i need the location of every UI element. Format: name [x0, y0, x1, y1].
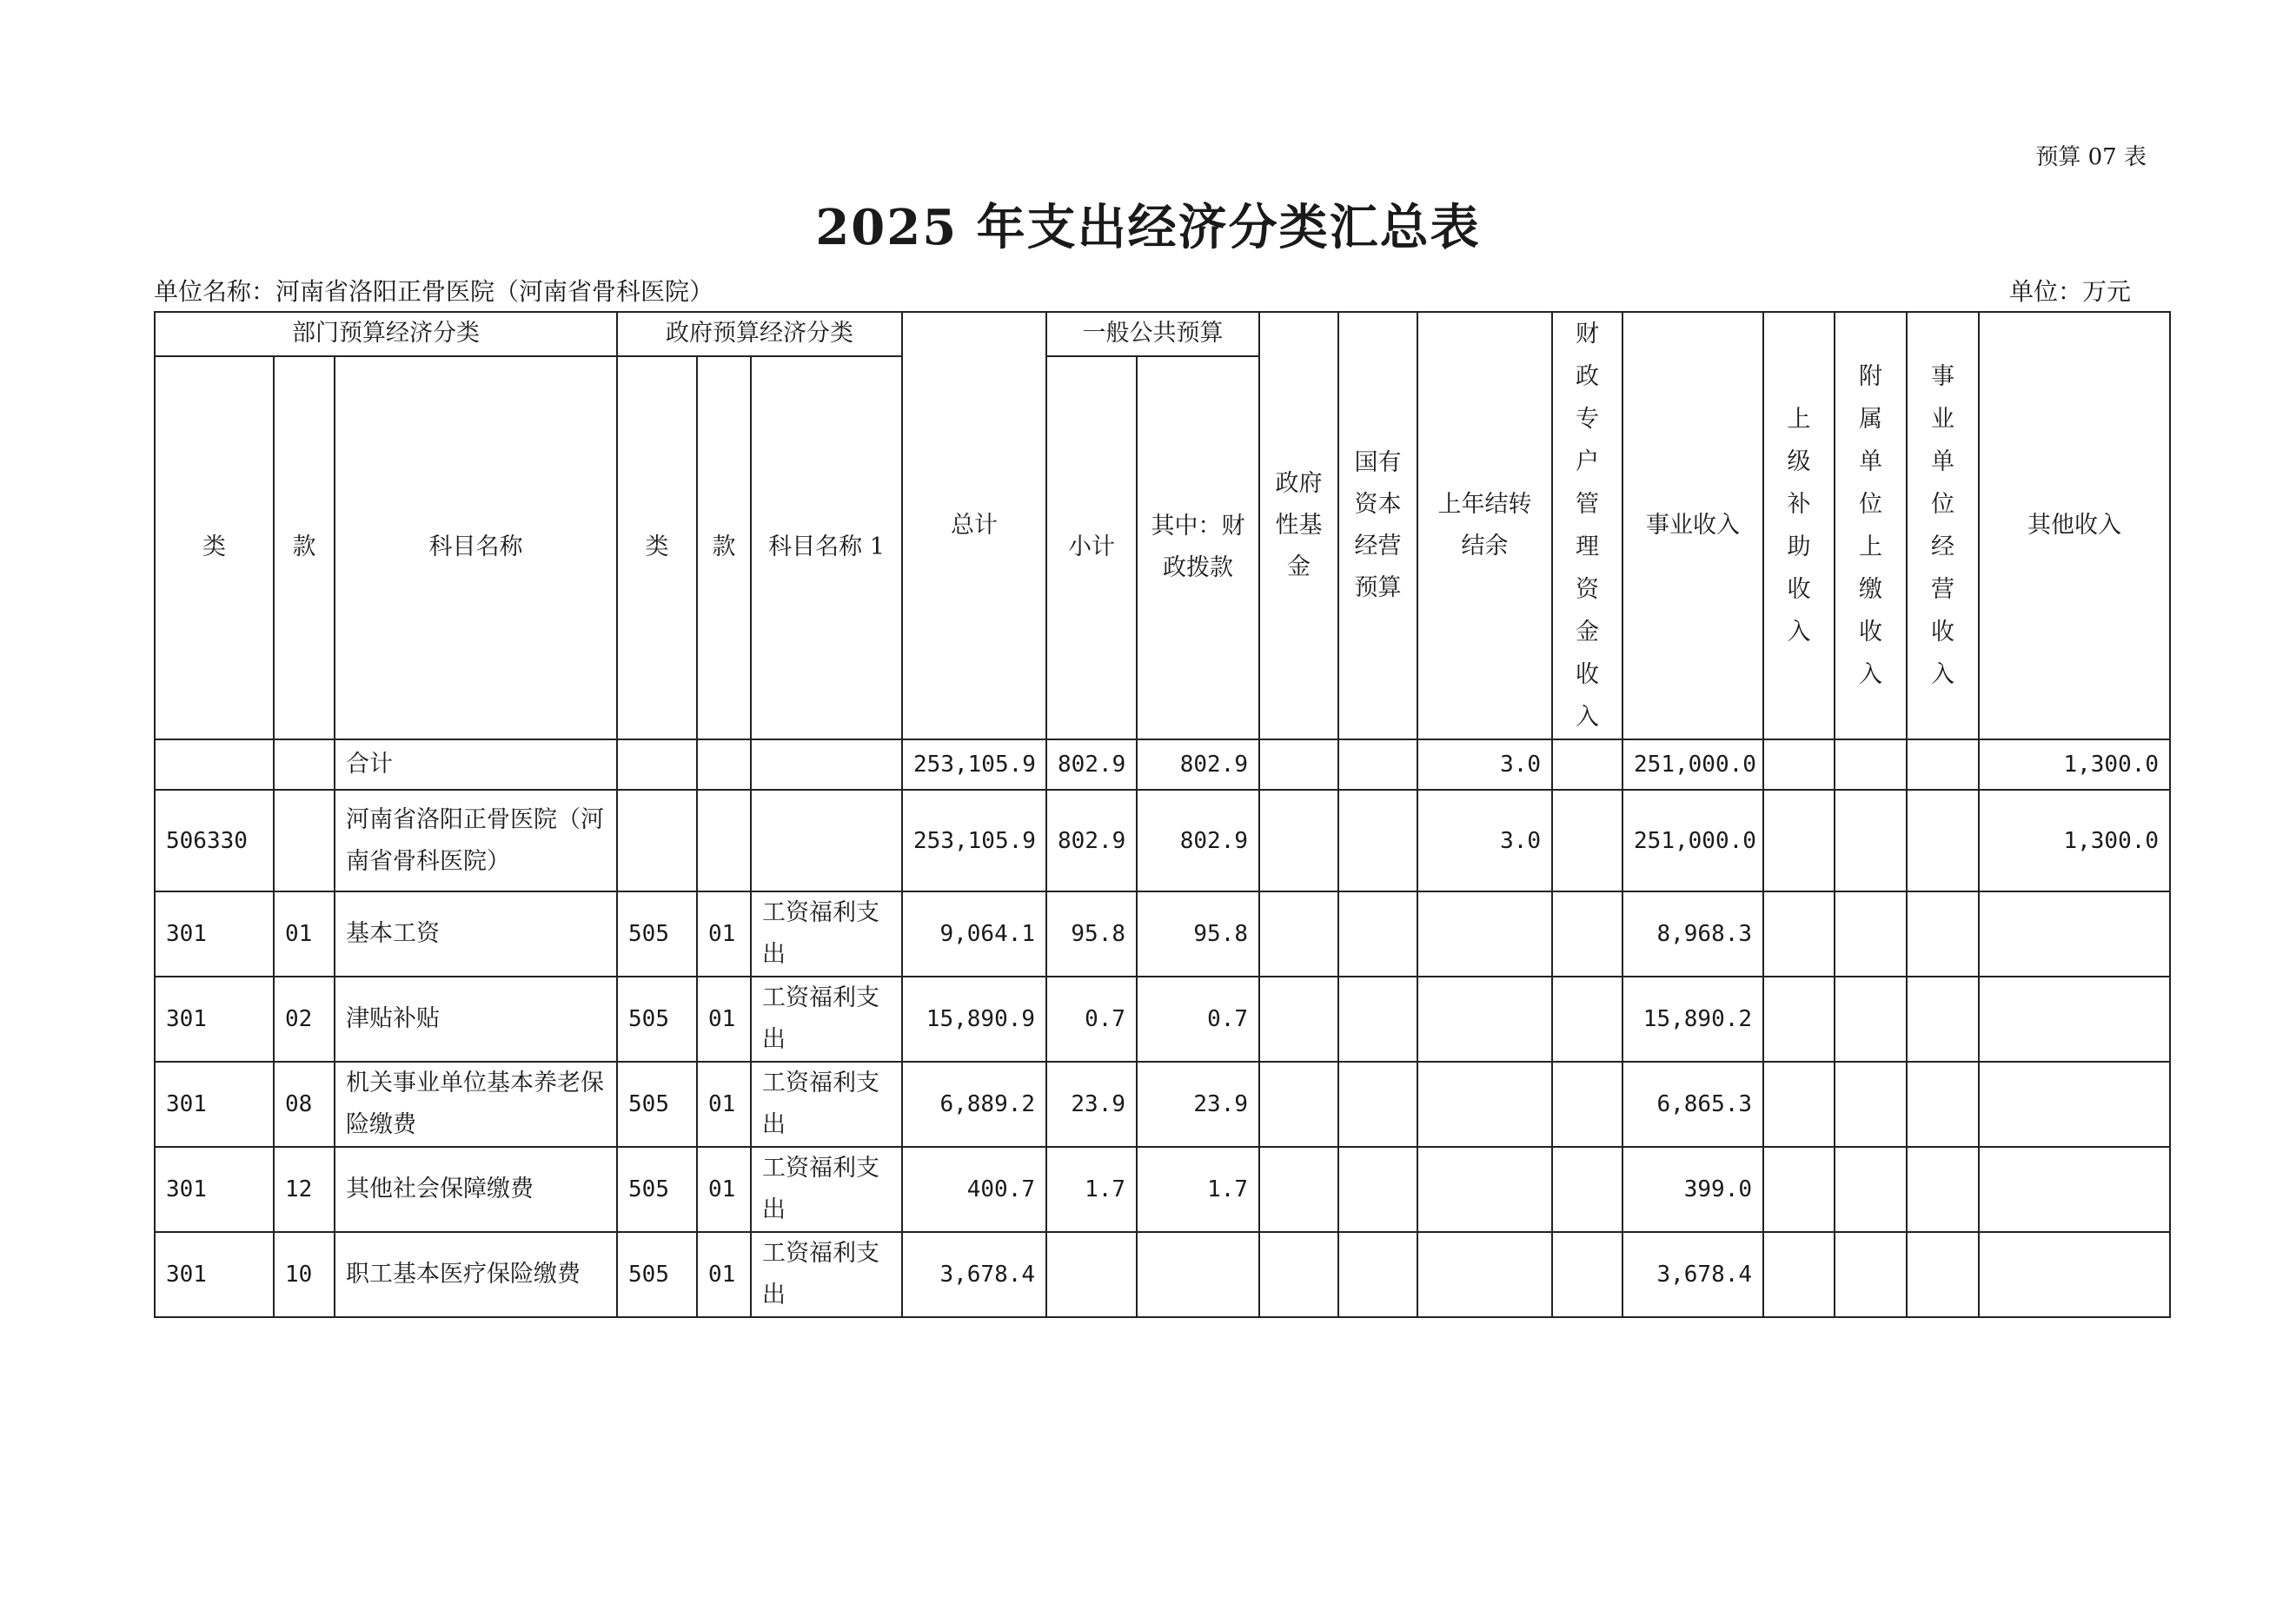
cell-gov-subject-name: 工资福利支出	[751, 1147, 902, 1232]
cell-gov-kuan: 01	[697, 1232, 751, 1317]
cell-operating	[1907, 891, 1979, 977]
cell-kuan	[274, 790, 335, 891]
cell-state-capital	[1338, 1147, 1417, 1232]
header-state-capital-label: 国有资本经营预算	[1354, 449, 1402, 601]
cell-gov-subject-name	[751, 739, 902, 790]
table-row	[155, 1147, 2170, 1232]
cell-business-income: 399.0	[1622, 1147, 1763, 1232]
cell-other-income	[1979, 977, 2170, 1062]
cell-carryover: 3.0	[1417, 739, 1552, 790]
cell-gov-kuan: 01	[697, 1062, 751, 1147]
expenditure-table	[154, 311, 2171, 1318]
cell-lei: 301	[155, 1232, 274, 1317]
cell-total: 6,889.2	[902, 1062, 1046, 1147]
cell-subtotal: 1.7	[1046, 1147, 1137, 1232]
cell-total: 9,064.1	[902, 891, 1046, 977]
table-body	[155, 739, 2170, 1317]
cell-upper-subsidy	[1763, 977, 1835, 1062]
cell-other-income	[1979, 891, 2170, 977]
cell-kuan: 10	[274, 1232, 335, 1317]
cell-lei: 301	[155, 977, 274, 1062]
header-gov-subject-name: 科目名称 1	[751, 356, 902, 739]
cell-affiliated	[1835, 790, 1907, 891]
cell-fiscal-allocation: 802.9	[1137, 739, 1259, 790]
cell-gov-lei: 505	[617, 891, 697, 977]
cell-gov-fund	[1259, 1232, 1338, 1317]
header-lei: 类	[155, 356, 274, 739]
cell-gov-subject-name	[751, 790, 902, 891]
header-fiscal-allocation-label: 其中：财政拨款	[1151, 513, 1245, 582]
cell-upper-subsidy	[1763, 1062, 1835, 1147]
cell-subject-name: 职工基本医疗保险缴费	[335, 1232, 617, 1317]
cell-other-income	[1979, 1147, 2170, 1232]
header-general-budget: 一般公共预算	[1046, 312, 1259, 356]
header-gov-lei: 类	[617, 356, 697, 739]
cell-fiscal-allocation: 23.9	[1137, 1062, 1259, 1147]
cell-business-income: 15,890.2	[1622, 977, 1763, 1062]
cell-fiscal-allocation: 95.8	[1137, 891, 1259, 977]
cell-subtotal: 802.9	[1046, 790, 1137, 891]
cell-state-capital	[1338, 891, 1417, 977]
cell-gov-subject-name: 工资福利支出	[751, 1232, 902, 1317]
cell-subtotal: 802.9	[1046, 739, 1137, 790]
cell-kuan: 02	[274, 977, 335, 1062]
table-row	[155, 891, 2170, 977]
header-total: 总计	[902, 312, 1046, 739]
cell-operating	[1907, 1147, 1979, 1232]
cell-state-capital	[1338, 739, 1417, 790]
cell-state-capital	[1338, 790, 1417, 891]
cell-fiscal-special	[1552, 1147, 1622, 1232]
cell-subtotal: 23.9	[1046, 1062, 1137, 1147]
cell-gov-fund	[1259, 739, 1338, 790]
table-row	[155, 1232, 2170, 1317]
header-gov-fund	[1259, 312, 1338, 739]
header-kuan: 款	[274, 356, 335, 739]
cell-operating	[1907, 739, 1979, 790]
header-other-income: 其他收入	[1979, 312, 2170, 739]
cell-affiliated	[1835, 977, 1907, 1062]
cell-kuan	[274, 739, 335, 790]
header-fiscal-special-label: 财政专户管理资金收入	[1576, 321, 1600, 731]
cell-gov-lei: 505	[617, 1062, 697, 1147]
cell-fiscal-allocation: 802.9	[1137, 790, 1259, 891]
header-affiliated	[1835, 312, 1907, 739]
cell-business-income: 6,865.3	[1622, 1062, 1763, 1147]
header-dept-classification: 部门预算经济分类	[155, 312, 617, 356]
cell-lei: 301	[155, 1147, 274, 1232]
cell-gov-lei: 505	[617, 977, 697, 1062]
cell-total: 253,105.9	[902, 790, 1046, 891]
cell-kuan: 01	[274, 891, 335, 977]
cell-carryover	[1417, 1062, 1552, 1147]
cell-total: 400.7	[902, 1147, 1046, 1232]
cell-affiliated	[1835, 1062, 1907, 1147]
table-header	[155, 312, 2170, 739]
unit-name: 单位名称：河南省洛阳正骨医院（河南省骨科医院）	[154, 277, 714, 306]
cell-upper-subsidy	[1763, 790, 1835, 891]
cell-total: 15,890.9	[902, 977, 1046, 1062]
cell-fiscal-allocation	[1137, 1232, 1259, 1317]
cell-fiscal-special	[1552, 1232, 1622, 1317]
cell-upper-subsidy	[1763, 891, 1835, 977]
cell-upper-subsidy	[1763, 1147, 1835, 1232]
cell-carryover	[1417, 891, 1552, 977]
header-gov-classification: 政府预算经济分类	[617, 312, 902, 356]
cell-other-income	[1979, 1062, 2170, 1147]
cell-business-income: 8,968.3	[1622, 891, 1763, 977]
table-row	[155, 977, 2170, 1062]
cell-lei: 301	[155, 891, 274, 977]
cell-business-income: 251,000.0	[1622, 790, 1763, 891]
cell-gov-fund	[1259, 1147, 1338, 1232]
cell-gov-kuan	[697, 790, 751, 891]
cell-gov-kuan: 01	[697, 977, 751, 1062]
cell-total: 3,678.4	[902, 1232, 1046, 1317]
cell-business-income: 251,000.0	[1622, 739, 1763, 790]
header-affiliated-label: 附属单位上缴收入	[1859, 363, 1883, 688]
cell-gov-subject-name: 工资福利支出	[751, 977, 902, 1062]
cell-affiliated	[1835, 739, 1907, 790]
cell-gov-lei	[617, 790, 697, 891]
cell-subject-name: 合计	[335, 739, 617, 790]
cell-lei: 506330	[155, 790, 274, 891]
page-title: 2025 年支出经济分类汇总表	[815, 199, 1481, 256]
cell-subtotal	[1046, 1232, 1137, 1317]
cell-other-income	[1979, 1232, 2170, 1317]
cell-fiscal-allocation: 0.7	[1137, 977, 1259, 1062]
header-upper-subsidy	[1763, 312, 1835, 739]
cell-subject-name: 其他社会保障缴费	[335, 1147, 617, 1232]
cell-fiscal-special	[1552, 790, 1622, 891]
header-gov-kuan: 款	[697, 356, 751, 739]
cell-gov-fund	[1259, 790, 1338, 891]
header-gov-fund-label: 政府性基金	[1275, 470, 1323, 580]
cell-subject-name: 机关事业单位基本养老保险缴费	[335, 1062, 617, 1147]
cell-kuan: 08	[274, 1062, 335, 1147]
header-subject-name: 科目名称	[335, 356, 617, 739]
cell-gov-kuan	[697, 739, 751, 790]
cell-state-capital	[1338, 1232, 1417, 1317]
cell-subtotal: 95.8	[1046, 891, 1137, 977]
cell-upper-subsidy	[1763, 1232, 1835, 1317]
header-state-capital	[1338, 312, 1417, 739]
table-row-total	[155, 739, 2170, 790]
cell-fiscal-special	[1552, 739, 1622, 790]
cell-fiscal-special	[1552, 1062, 1622, 1147]
cell-subject-name: 津贴补贴	[335, 977, 617, 1062]
cell-carryover	[1417, 1147, 1552, 1232]
cell-operating	[1907, 977, 1979, 1062]
cell-gov-lei: 505	[617, 1232, 697, 1317]
cell-subject-name: 基本工资	[335, 891, 617, 977]
cell-subject-name: 河南省洛阳正骨医院（河南省骨科医院）	[335, 790, 617, 891]
form-number: 预算 07 表	[2035, 144, 2147, 170]
cell-business-income: 3,678.4	[1622, 1232, 1763, 1317]
cell-other-income: 1,300.0	[1979, 790, 2170, 891]
cell-gov-subject-name: 工资福利支出	[751, 1062, 902, 1147]
cell-subtotal: 0.7	[1046, 977, 1137, 1062]
cell-upper-subsidy	[1763, 739, 1835, 790]
cell-fiscal-allocation: 1.7	[1137, 1147, 1259, 1232]
cell-fiscal-special	[1552, 977, 1622, 1062]
header-carryover	[1417, 312, 1552, 739]
cell-affiliated	[1835, 1147, 1907, 1232]
header-operating	[1907, 312, 1979, 739]
cell-lei	[155, 739, 274, 790]
cell-state-capital	[1338, 977, 1417, 1062]
cell-carryover	[1417, 977, 1552, 1062]
cell-gov-subject-name: 工资福利支出	[751, 891, 902, 977]
cell-lei: 301	[155, 1062, 274, 1147]
cell-state-capital	[1338, 1062, 1417, 1147]
table-row	[155, 790, 2170, 891]
cell-gov-fund	[1259, 891, 1338, 977]
header-fiscal-allocation	[1137, 356, 1259, 739]
cell-affiliated	[1835, 891, 1907, 977]
header-carryover-label: 上年结转结余	[1437, 491, 1532, 560]
cell-gov-lei: 505	[617, 1147, 697, 1232]
cell-kuan: 12	[274, 1147, 335, 1232]
header-operating-label: 事业单位经营收入	[1931, 363, 1955, 688]
cell-carryover: 3.0	[1417, 790, 1552, 891]
cell-fiscal-special	[1552, 891, 1622, 977]
cell-operating	[1907, 1062, 1979, 1147]
cell-gov-kuan: 01	[697, 891, 751, 977]
cell-operating	[1907, 790, 1979, 891]
table-row	[155, 1062, 2170, 1147]
cell-total: 253,105.9	[902, 739, 1046, 790]
cell-carryover	[1417, 1232, 1552, 1317]
header-business-income: 事业收入	[1622, 312, 1763, 739]
cell-other-income: 1,300.0	[1979, 739, 2170, 790]
cell-gov-fund	[1259, 1062, 1338, 1147]
header-fiscal-special	[1552, 312, 1622, 739]
cell-gov-lei	[617, 739, 697, 790]
cell-operating	[1907, 1232, 1979, 1317]
cell-gov-kuan: 01	[697, 1147, 751, 1232]
header-upper-subsidy-label: 上级补助收入	[1787, 406, 1811, 646]
cell-affiliated	[1835, 1232, 1907, 1317]
header-subtotal: 小计	[1046, 356, 1137, 739]
cell-gov-fund	[1259, 977, 1338, 1062]
currency-unit: 单位：万元	[2008, 277, 2131, 306]
